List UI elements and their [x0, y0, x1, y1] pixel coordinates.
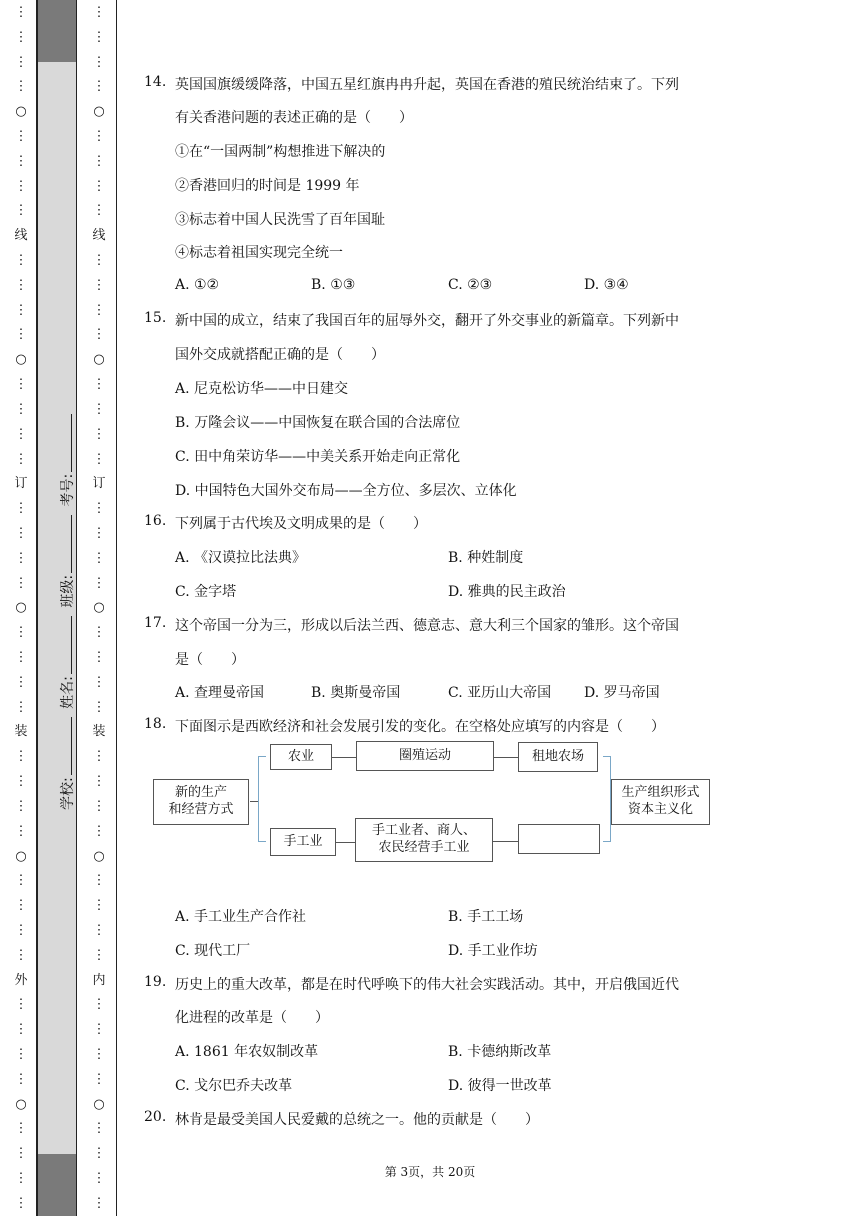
inner-binding-mark: ⋮ — [92, 4, 106, 20]
outer-binding-mark: ⋮ — [14, 79, 28, 95]
outer-binding-mark: 外 — [14, 972, 28, 988]
option-a[interactable]: A. 手工业生产合作社 — [175, 909, 307, 925]
inner-binding-mark: ⋮ — [92, 997, 106, 1013]
inner-binding-mark: ⋮ — [92, 79, 106, 95]
statement-item: ③标志着中国人民洗雪了百年国耻 — [175, 212, 385, 228]
connector-line — [493, 841, 518, 842]
question-number: 17. — [144, 615, 167, 631]
option-b[interactable]: B. 卡德纳斯改革 — [448, 1044, 552, 1060]
option-a[interactable]: A. 《汉谟拉比法典》 — [175, 550, 307, 566]
diagram-right-bracket — [603, 756, 611, 842]
outer-binding-mark: ⋮ — [14, 128, 28, 144]
outer-binding-mark: ⋮ — [14, 29, 28, 45]
inner-binding-mark: ○ — [93, 104, 105, 120]
class-blank[interactable] — [71, 515, 72, 573]
inner-binding-mark: ⋮ — [92, 774, 106, 790]
outer-binding-mark: ⋮ — [14, 377, 28, 393]
name-blank[interactable] — [71, 616, 72, 674]
outer-binding-mark: ⋮ — [14, 823, 28, 839]
inner-binding-mark: ⋮ — [92, 1195, 106, 1211]
option-c[interactable]: C. ②③ — [448, 277, 493, 293]
outer-binding-mark: ⋮ — [14, 451, 28, 467]
outer-binding-mark: 订 — [14, 476, 28, 492]
outer-binding-mark: ⋮ — [14, 253, 28, 269]
outer-binding-mark: ⋮ — [14, 922, 28, 938]
outer-binding-mark: ⋮ — [14, 1146, 28, 1162]
inner-binding-mark: ⋮ — [92, 650, 106, 666]
diagram-blank-box[interactable] — [518, 824, 600, 854]
inner-binding-mark: ⋮ — [92, 674, 106, 690]
inner-binding-mark: ⋮ — [92, 29, 106, 45]
connector-line — [494, 757, 518, 758]
outer-binding-mark: ⋮ — [14, 277, 28, 293]
option-b[interactable]: B. 手工工场 — [448, 909, 524, 925]
inner-binding-mark: 订 — [92, 476, 106, 492]
option-d[interactable]: D. 彼得一世改革 — [448, 1078, 552, 1094]
outer-binding-mark: ○ — [15, 104, 27, 120]
outer-binding-mark: ⋮ — [14, 650, 28, 666]
question-text: 林肯是最受美国人民爱戴的总统之一。他的贡献是（ ） — [175, 1112, 539, 1128]
inner-binding-mark: ⋮ — [92, 947, 106, 963]
margin-divider — [116, 0, 117, 1216]
outer-binding-mark: ⋮ — [14, 997, 28, 1013]
option-d[interactable]: D. 雅典的民主政治 — [448, 584, 566, 600]
inner-binding-mark: ⋮ — [92, 501, 106, 517]
option-d[interactable]: D. 中国特色大国外交布局——全方位、多层次、立体化 — [175, 483, 517, 499]
option-a[interactable]: A. ①② — [175, 277, 220, 293]
class-label: 班级: — [60, 574, 76, 608]
inner-binding-mark: ⋮ — [92, 426, 106, 442]
question-text: 新中国的成立，结束了我国百年的屈辱外交，翻开了外交事业的新篇章。下列新中 — [175, 313, 679, 329]
school-blank[interactable] — [71, 717, 72, 775]
outer-binding-mark: ⋮ — [14, 774, 28, 790]
outer-binding-mark: ⋮ — [14, 699, 28, 715]
diagram-enclosure-box: 圈殖运动 — [356, 741, 494, 771]
inner-binding-mark: ⋮ — [92, 178, 106, 194]
outer-binding-mark: ⋮ — [14, 4, 28, 20]
inner-binding-mark: ⋮ — [92, 550, 106, 566]
option-d[interactable]: D. ③④ — [584, 277, 629, 293]
inner-binding-mark: ⋮ — [92, 1171, 106, 1187]
question-text: 有关香港问题的表述正确的是（ ） — [175, 110, 413, 126]
question-number: 14. — [144, 74, 167, 90]
inner-binding-mark: 内 — [92, 972, 106, 988]
outer-binding-mark: ⋮ — [14, 550, 28, 566]
outer-binding-mark: ⋮ — [14, 674, 28, 690]
inner-binding-mark: ⋮ — [92, 54, 106, 70]
inner-binding-mark: ○ — [93, 1096, 105, 1112]
question-text: 历史上的重大改革，都是在时代呼唤下的伟大社会实践活动。其中，开启俄国近代 — [175, 977, 679, 993]
inner-binding-mark: ⋮ — [92, 575, 106, 591]
inner-binding-mark: ⋮ — [92, 823, 106, 839]
option-c[interactable]: C. 亚历山大帝国 — [448, 685, 552, 701]
inner-binding-mark: ○ — [93, 352, 105, 368]
outer-binding-mark: ⋮ — [14, 54, 28, 70]
inner-binding-mark: ⋮ — [92, 203, 106, 219]
outer-binding-mark: ⋮ — [14, 625, 28, 641]
outer-binding-mark: ⋮ — [14, 873, 28, 889]
diagram-agriculture-box: 农业 — [270, 744, 332, 770]
inner-binding-mark: ⋮ — [92, 302, 106, 318]
inner-binding-column — [88, 0, 110, 1216]
diagram-tenant-farm-box: 租地农场 — [518, 742, 598, 772]
outer-binding-mark: ○ — [15, 600, 27, 616]
statement-item: ①在“一国两制”构想推进下解决的 — [175, 144, 386, 160]
option-b[interactable]: B. 种姓制度 — [448, 550, 524, 566]
question-number: 16. — [144, 513, 167, 529]
band-top-block — [38, 0, 76, 62]
inner-binding-mark: ⋮ — [92, 401, 106, 417]
question-text: 化进程的改革是（ ） — [175, 1010, 329, 1026]
inner-binding-mark: ⋮ — [92, 699, 106, 715]
question-text: 下列属于古代埃及文明成果的是（ ） — [175, 516, 427, 532]
outer-binding-mark: ⋮ — [14, 525, 28, 541]
inner-binding-mark: ⋮ — [92, 898, 106, 914]
diagram-left-box: 新的生产 和经营方式 — [153, 779, 249, 825]
inner-binding-mark: ○ — [93, 600, 105, 616]
outer-binding-mark: ○ — [15, 352, 27, 368]
outer-binding-mark: ○ — [15, 1096, 27, 1112]
question-text: 这个帝国一分为三，形成以后法兰西、德意志、意大利三个国家的雏形。这个帝国 — [175, 618, 679, 634]
outer-binding-mark: ⋮ — [14, 575, 28, 591]
option-c[interactable]: C. 金字塔 — [175, 584, 237, 600]
inner-binding-mark: 线 — [92, 228, 106, 244]
option-c[interactable]: C. 田中角荣访华——中美关系开始走向正常化 — [175, 449, 461, 465]
option-b[interactable]: B. ①③ — [311, 277, 356, 293]
option-c[interactable]: C. 现代工厂 — [175, 943, 251, 959]
exam-number-blank[interactable] — [71, 414, 72, 472]
option-b[interactable]: B. 奥斯曼帝国 — [311, 685, 401, 701]
inner-binding-mark: ⋮ — [92, 873, 106, 889]
school-label: 学校: — [60, 777, 76, 810]
option-c[interactable]: C. 戈尔巴乔夫改革 — [175, 1078, 293, 1094]
option-b[interactable]: B. 万隆会议——中国恢复在联合国的合法席位 — [175, 415, 461, 431]
outer-binding-mark: ⋮ — [14, 327, 28, 343]
diagram-left-bracket — [258, 756, 266, 842]
question-number: 15. — [144, 310, 167, 326]
inner-binding-mark: ⋮ — [92, 625, 106, 641]
outer-binding-mark: ⋮ — [14, 401, 28, 417]
outer-binding-mark: ⋮ — [14, 1047, 28, 1063]
statement-item: ④标志着祖国实现完全统一 — [175, 245, 343, 261]
outer-binding-mark: ⋮ — [14, 749, 28, 765]
inner-binding-mark: ⋮ — [92, 128, 106, 144]
inner-binding-mark: ⋮ — [92, 1022, 106, 1038]
outer-binding-mark: ⋮ — [14, 1121, 28, 1137]
outer-binding-mark: ○ — [15, 848, 27, 864]
question-text: 国外交成就搭配正确的是（ ） — [175, 347, 385, 363]
question-text: 英国国旗缓缓降落，中国五星红旗冉冉升起，英国在香港的殖民统治结束了。下列 — [175, 77, 679, 93]
outer-binding-mark: ⋮ — [14, 1171, 28, 1187]
outer-binding-mark: ⋮ — [14, 302, 28, 318]
diagram-right-box: 生产组织形式 资本主义化 — [611, 779, 710, 825]
inner-binding-mark: ⋮ — [92, 451, 106, 467]
outer-binding-mark: ⋮ — [14, 153, 28, 169]
diagram-handicraft-box: 手工业 — [270, 828, 336, 856]
question-number: 18. — [144, 716, 167, 732]
inner-binding-mark: ⋮ — [92, 1071, 106, 1087]
inner-binding-mark: ⋮ — [92, 327, 106, 343]
outer-binding-mark: 装 — [14, 724, 28, 740]
inner-binding-mark: ⋮ — [92, 525, 106, 541]
inner-binding-mark: ⋮ — [92, 749, 106, 765]
statement-item: ②香港回归的时间是 1999 年 — [175, 178, 360, 194]
question-text: 是（ ） — [175, 652, 245, 668]
inner-binding-mark: ○ — [93, 848, 105, 864]
student-info-fields — [57, 410, 77, 810]
page-footer: 第 3页，共 20页 — [384, 1165, 476, 1179]
question-number: 20. — [144, 1109, 167, 1125]
outer-binding-mark: ⋮ — [14, 898, 28, 914]
connector-line — [250, 801, 258, 802]
outer-binding-mark: ⋮ — [14, 1022, 28, 1038]
inner-binding-mark: ⋮ — [92, 377, 106, 393]
outer-binding-mark: ⋮ — [14, 947, 28, 963]
inner-binding-mark: ⋮ — [92, 798, 106, 814]
option-a[interactable]: A. 1861 年农奴制改革 — [175, 1044, 319, 1060]
option-a[interactable]: A. 尼克松访华——中日建交 — [175, 381, 349, 397]
inner-binding-mark: ⋮ — [92, 1047, 106, 1063]
outer-binding-mark: ⋮ — [14, 798, 28, 814]
outer-binding-mark: ⋮ — [14, 178, 28, 194]
inner-binding-mark: ⋮ — [92, 153, 106, 169]
outer-binding-mark: ⋮ — [14, 203, 28, 219]
connector-line — [332, 757, 356, 758]
inner-binding-mark: ⋮ — [92, 253, 106, 269]
option-a[interactable]: A. 查理曼帝国 — [175, 685, 265, 701]
inner-binding-mark: ⋮ — [92, 922, 106, 938]
outer-binding-column — [10, 0, 32, 1216]
outer-binding-mark: ⋮ — [14, 1195, 28, 1211]
diagram-craftsmen-box: 手工业者、商人、 农民经营手工业 — [355, 818, 493, 862]
option-d[interactable]: D. 罗马帝国 — [584, 685, 660, 701]
outer-binding-mark: ⋮ — [14, 426, 28, 442]
connector-line — [336, 842, 355, 843]
outer-binding-mark: 线 — [14, 228, 28, 244]
option-d[interactable]: D. 手工业作坊 — [448, 943, 538, 959]
outer-binding-mark: ⋮ — [14, 501, 28, 517]
question-number: 19. — [144, 974, 167, 990]
question-text: 下面图示是西欧经济和社会发展引发的变化。在空格处应填写的内容是（ ） — [175, 719, 665, 735]
inner-binding-mark: 装 — [92, 724, 106, 740]
outer-binding-mark: ⋮ — [14, 1071, 28, 1087]
name-label: 姓名: — [60, 676, 76, 709]
inner-binding-mark: ⋮ — [92, 277, 106, 293]
inner-binding-mark: ⋮ — [92, 1146, 106, 1162]
exam-number-label: 考号: — [60, 473, 76, 507]
inner-binding-mark: ⋮ — [92, 1121, 106, 1137]
